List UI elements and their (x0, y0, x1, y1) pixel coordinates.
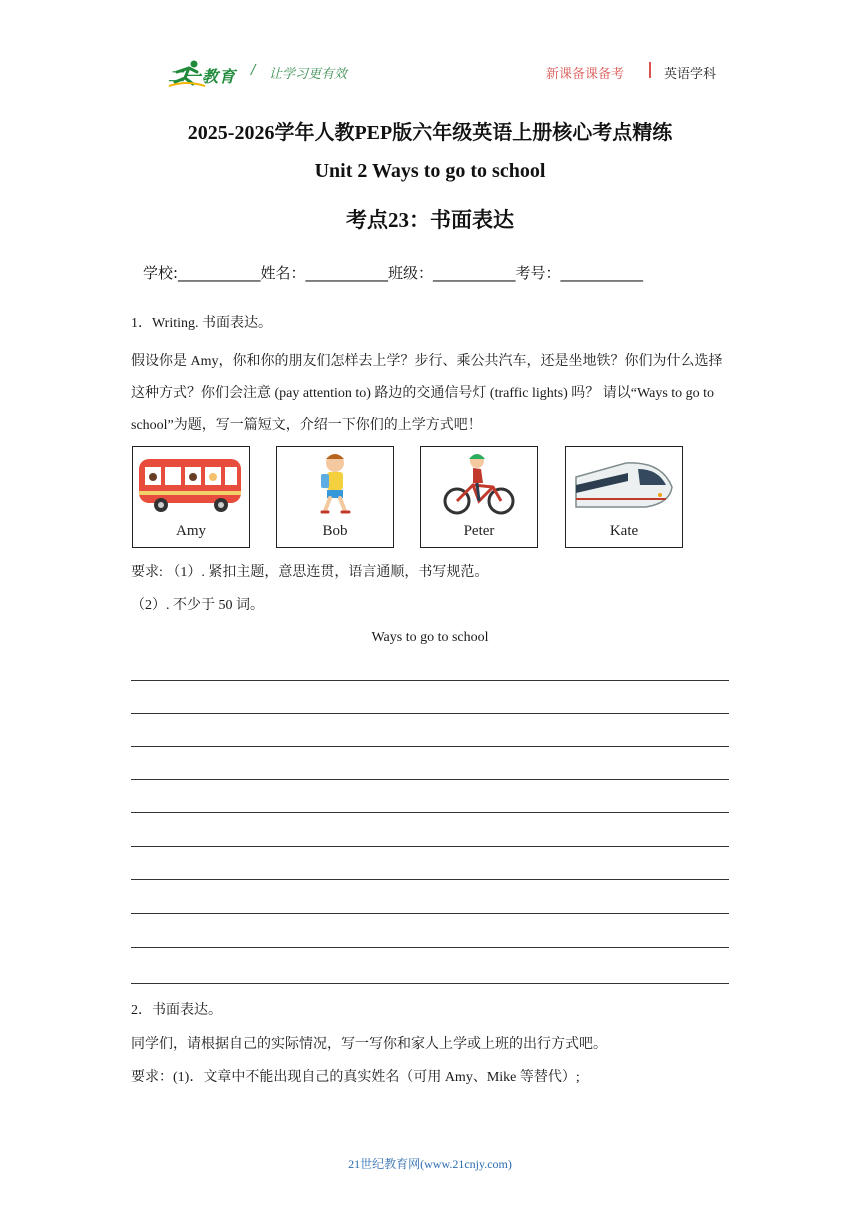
picture-label: Peter (463, 523, 495, 539)
picture-label: Kate (609, 523, 639, 539)
question-2-body: 同学们，请根据自己的实际情况，写一写你和家人上学或上班的出行方式吧。 (131, 1037, 607, 1052)
answer-line[interactable] (131, 983, 729, 984)
bus-icon (133, 447, 249, 517)
picture-label: Bob (322, 523, 348, 539)
essay-title: Ways to go to school (371, 630, 489, 645)
answer-line[interactable] (131, 812, 729, 813)
train-icon (566, 447, 682, 517)
answer-line[interactable] (131, 746, 729, 747)
page-header (0, 0, 860, 100)
cyclist-icon (421, 447, 537, 517)
answer-line[interactable] (131, 947, 729, 948)
answer-line[interactable] (131, 913, 729, 914)
logo-text: 二一教育 (168, 67, 237, 86)
answer-line[interactable] (131, 680, 729, 681)
header-right-label: 新课备课备考 (546, 67, 625, 82)
student-info-line: 学校:___________姓名：___________班级：___________考号：___________ (143, 264, 644, 282)
question-2-requirement-1: 要求：(1)．文章中不能出现自己的真实姓名（可用 Amy、Mike 等替代）; (131, 1070, 580, 1085)
answer-line[interactable] (131, 713, 729, 714)
answer-line[interactable] (131, 879, 729, 880)
page-footer[interactable]: 21世纪教育网(www.21cnjy.com) (348, 1157, 512, 1171)
picture-peter (420, 446, 538, 548)
document-title: 2025-2026学年人教PEP版六年级英语上册核心考点精练 (187, 122, 673, 144)
question-2-title: 2．书面表达。 (131, 1003, 222, 1018)
requirement-1: 要求: （1）. 紧扣主题，意思连贯，语言通顺，书写规范。 (131, 565, 489, 580)
slogan: 让学习更有效 (269, 67, 348, 82)
question-1-title: 1．Writing. 书面表达。 (131, 316, 272, 331)
picture-bob (276, 446, 394, 548)
slogan-divider: / (251, 63, 256, 78)
picture-label: Amy (176, 523, 206, 539)
unit-title: Unit 2 Ways to go to school (314, 160, 546, 182)
walking-boy-icon (277, 447, 393, 517)
picture-kate (565, 446, 683, 548)
topic-title: 考点23：书面表达 (346, 208, 514, 232)
picture-amy (132, 446, 250, 548)
answer-line[interactable] (131, 779, 729, 780)
requirement-2: （2）. 不少于 50 词。 (131, 598, 264, 613)
header-separator (649, 62, 651, 78)
question-1-body: 假设你是 Amy，你和你的朋友们怎样去上学？步行、乘公共汽车，还是坐地铁？你们为什么选择这种方式？你们会注意 (pay attention to) 路边的交通信号灯 (traffic lights) 吗？ 请以“Ways to go to school”为题，写一篇短文，介绍一下你们的上学方式吧！ (131, 354, 723, 433)
answer-line[interactable] (131, 846, 729, 847)
header-subject: 英语学科 (664, 67, 717, 82)
